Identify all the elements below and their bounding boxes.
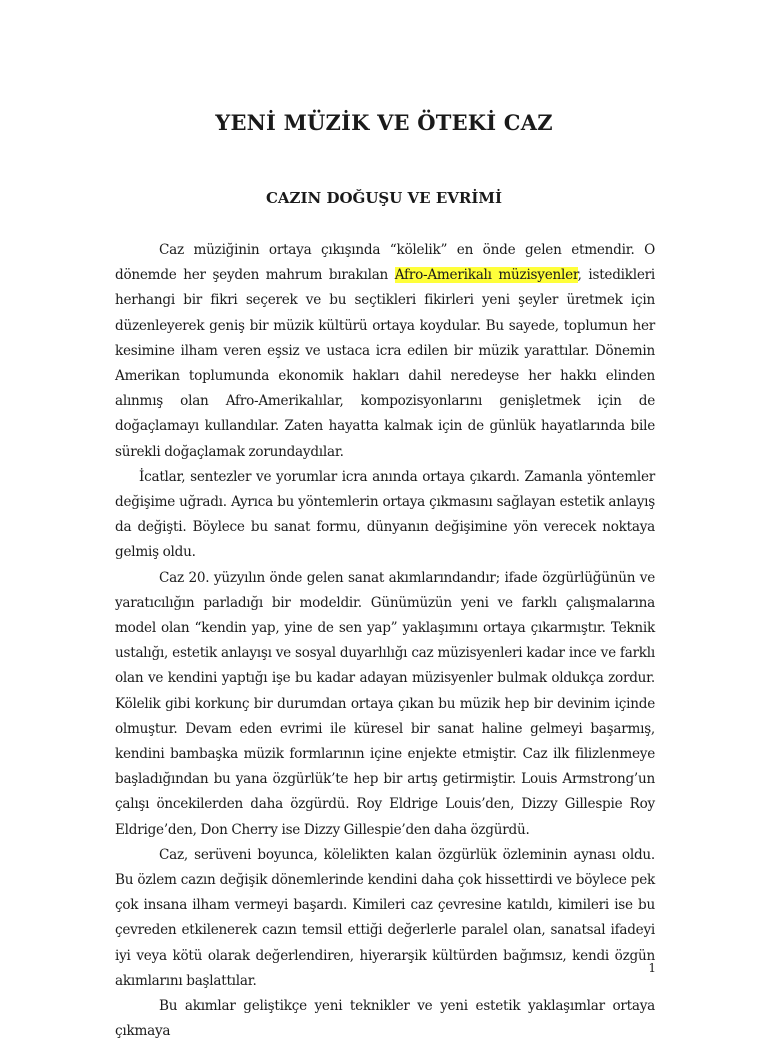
- paragraph-3: Caz 20. yüzyılın önde gelen sanat akımlarındandır; ifade özgürlüğünün ve yaratıcılığın parladığı bir modeldir. Günümüzün yeni ve farklı çalışmalarına model olan “kendin yap, yine de sen yap” yaklaşımını ortaya çıkarmıştır. Teknik ustalığı, estetik anlayışı ve sosyal duyarlılığı caz müzisyenleri kadar ince ve farklı olan ve kendini yaptığı işe bu kadar adayan müzisyenler bulmak oldukça zordur. Kölelik gibi korkunç bir durumdan ortaya çıkan bu müzik hep bir devinim içinde olmuştur. Devam eden evrimi ile küresel bir sanat haline gelmeyi başarmış, kendini bambaşka müzik formlarının içine enjekte etmiştir. Caz ilk filizlenmeye başladığından bu yana özgürlük’te hep bir artış getirmiştir. Louis Armstrong’un çalışı öncekilerden daha özgürdü. Roy Eldrige Louis’den, Dizzy Gillespie Roy Eldrige’den, Don Cherry ise Dizzy Gillespie’den daha özgürdü.: [115, 569, 655, 838]
- paragraph-1-text-end: , istedikleri herhangi bir fikri seçerek ve bu seçtikleri fikirleri yeni şeyler üretmek için düzenleyerek geniş bir müzik kültürü ortaya koydular. Bu sayede, toplumun her kesimine ilham veren eşsiz ve ustaca icra edilen bir müzik yarattılar. Dönemin Amerikan toplumunda ekonomik hakları dahil neredeyse her hakkı elinden alınmış olan Afro-Amerikalılar, kompozisyonlarını genişletmek için de doğaçlamayı kullandılar. Zaten hayatta kalmak için de günlük hayatlarında bile sürekli doğaçlamak zorundaydılar.: [115, 267, 655, 460]
- highlighted-phrase: Afro-Amerikalı müzisyenler: [394, 267, 578, 284]
- body-text: [115, 238, 655, 1045]
- paragraph-5: Bu akımlar geliştikçe yeni teknikler ve yeni estetik yaklaşımlar ortaya çıkmaya: [115, 998, 655, 1040]
- paragraph-2: İcatlar, sentezler ve yorumlar icra anında ortaya çıkardı. Zamanla yöntemler değişime uğradı. Ayrıca bu yöntemlerin ortaya çıkmasını sağlayan estetik anlayış da değişti. Böylece bu sanat formu, dünyanın değişimine yön verecek noktaya gelmiş oldu.: [115, 468, 655, 561]
- section-heading: CAZIN DOĞUŞU VE EVRİMİ: [265, 189, 503, 207]
- paragraph-1: [115, 238, 655, 465]
- page-number: 1: [648, 961, 656, 975]
- paragraph-1-text-start: Caz müziğinin ortaya çıkışında “kölelik” en önde gelen etmendir. O dönemde her şeyden mahrum bırakılan: [115, 242, 655, 284]
- document-title: YENİ MÜZİK VE ÖTEKİ CAZ: [215, 110, 553, 135]
- paragraph-4: Caz, serüveni boyunca, kölelikten kalan özgürlük özleminin aynası oldu. Bu özlem cazın değişik dönemlerinde kendini daha çok hissettirdi ve böylece pek çok insana ilham vermeyi başardı. Kimileri caz çevresine katıldı, kimileri ise bu çevreden etkilenerek cazın temsil ettiği değerlerle paralel olan, sanatsal ifadeyi iyi veya kötü olarak değerlendiren, hiyerarşik kültürden bağımsız, kendi özgün akımlarını başlattılar.: [115, 846, 655, 989]
